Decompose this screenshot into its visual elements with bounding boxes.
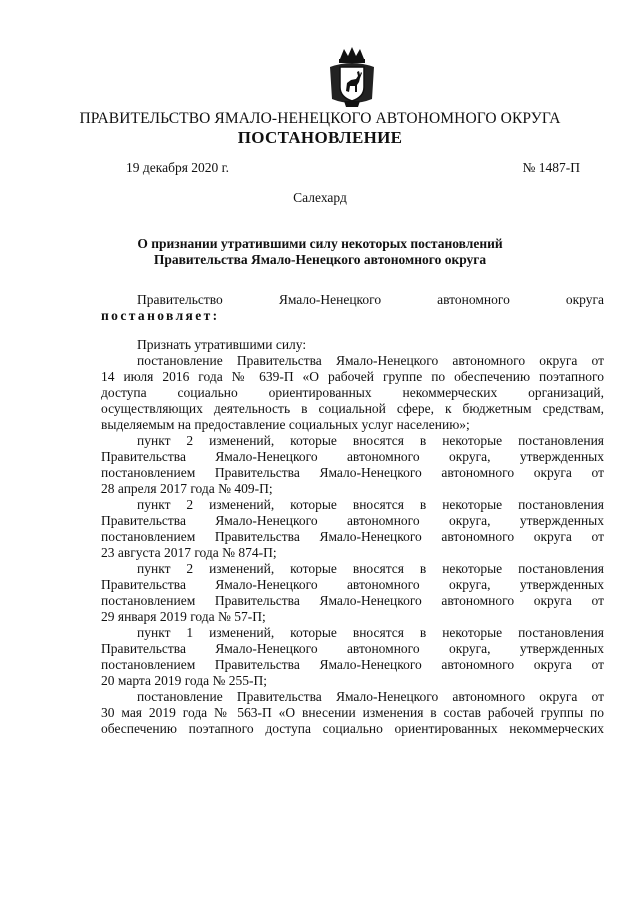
item-line: Правительства Ямало-Ненецкого автономного округа, утвержденных [101, 513, 604, 528]
document-type: ПОСТАНОВЛЕНИЕ [237, 128, 403, 147]
preamble-word: округа [565, 292, 604, 307]
item-line: 29 января 2019 года № 57-П; [101, 609, 266, 624]
item-line: пункт 2 изменений, которые вносятся в некоторые постановления [137, 433, 604, 448]
item-line: постановлением Правительства Ямало-Ненецкого автономного округа от [101, 657, 604, 672]
document-title [0, 236, 640, 268]
government-name: ПРАВИТЕЛЬСТВО ЯМАЛО-НЕНЕЦКОГО АВТОНОМНОГО ОКРУГА [79, 110, 561, 127]
item-line: постановлением Правительства Ямало-Ненецкого автономного округа от [101, 593, 604, 608]
title-line: О признании утратившими силу некоторых постановлений [137, 236, 503, 251]
item-line: пункт 1 изменений, которые вносятся в некоторые постановления [137, 625, 604, 640]
item-line: пункт 2 изменений, которые вносятся в некоторые постановления [137, 561, 604, 576]
item-line: пункт 2 изменений, которые вносятся в некоторые постановления [137, 497, 604, 512]
document-body [101, 292, 604, 737]
item-line: обеспечению поэтапного доступа социально ориентированных некоммерческих [101, 721, 604, 736]
preamble-line [101, 292, 604, 308]
item-line: Правительства Ямало-Ненецкого автономного округа, утвержденных [101, 577, 604, 592]
preamble-word: Правительство [137, 292, 223, 307]
item-line: Правительства Ямало-Ненецкого автономного округа, утвержденных [101, 449, 604, 464]
item-line: выделяемым на предоставление социальных услуг населению»; [101, 417, 470, 432]
item-line: Правительства Ямало-Ненецкого автономного округа, утвержденных [101, 641, 604, 656]
item-line: постановление Правительства Ямало-Ненецкого автономного округа от [137, 353, 604, 368]
intro-line: Признать утратившими силу: [137, 337, 307, 352]
item-line: 14 июля 2016 года № 639-П «О рабочей группе по обеспечению поэтапного [101, 369, 604, 384]
item-line: постановлением Правительства Ямало-Ненецкого автономного округа от [101, 529, 604, 544]
item-line: постановление Правительства Ямало-Ненецкого автономного округа от [137, 689, 604, 704]
coat-of-arms-icon [326, 45, 378, 109]
preamble-word: Ямало-Ненецкого [278, 292, 382, 307]
item-line: 28 апреля 2017 года № 409-П; [101, 481, 273, 496]
document-city: Салехард [293, 190, 347, 205]
document-number: № 1487-П [522, 160, 580, 175]
document-date: 19 декабря 2020 г. [126, 160, 230, 175]
title-line: Правительства Ямало-Ненецкого автономного округа [153, 252, 487, 267]
item-line: 30 мая 2019 года № 563-П «О внесении изменения в состав рабочей группы по [101, 705, 604, 720]
item-line: 23 августа 2017 года № 874-П; [101, 545, 277, 560]
item-line: доступа социально ориентированных некоммерческих организаций, [101, 385, 604, 400]
resolves-word: постановляет: [101, 308, 220, 323]
item-line: постановлением Правительства Ямало-Ненецкого автономного округа от [101, 465, 604, 480]
item-line: 20 марта 2019 года № 255-П; [101, 673, 267, 688]
preamble-word: автономного [437, 292, 510, 307]
item-line: осуществляющих деятельность в социальной сфере, к бюджетным средствам, [101, 401, 604, 416]
